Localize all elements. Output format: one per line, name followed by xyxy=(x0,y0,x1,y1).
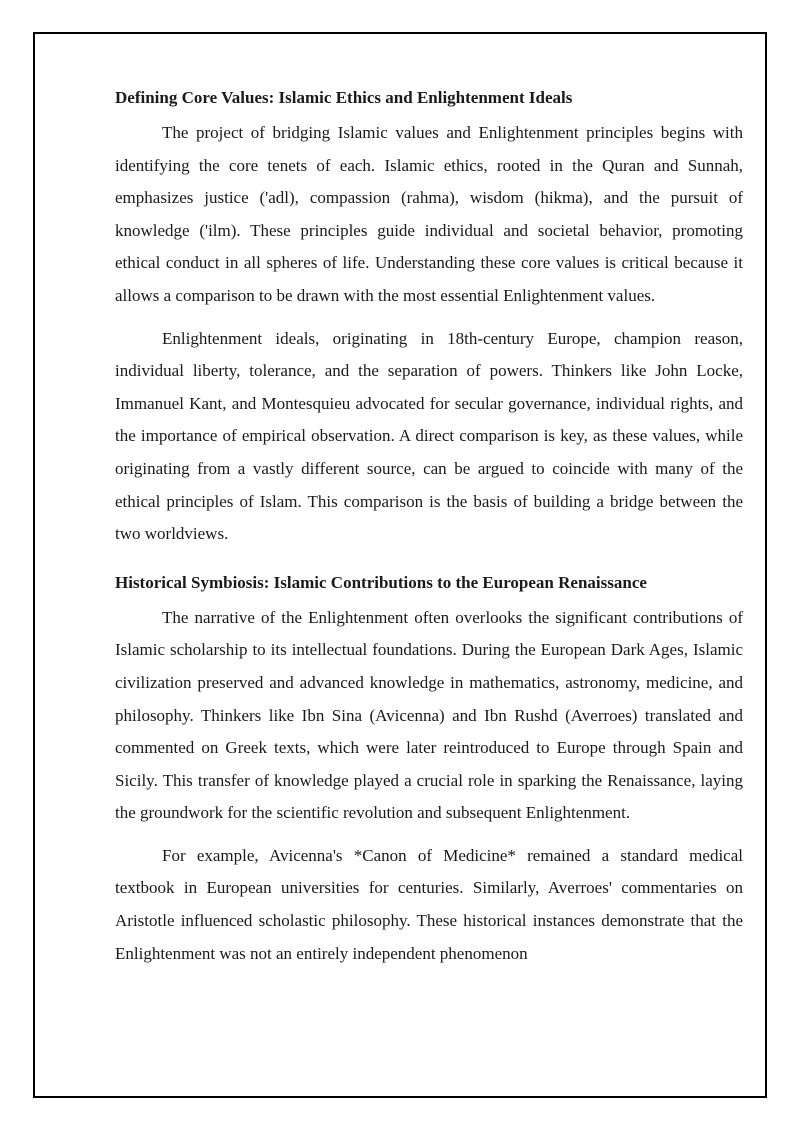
paragraph-avicenna-example: For example, Avicenna's *Canon of Medicine* remained a standard medical textbook in European universities for centuries. Similarly, Averroes' commentaries on Aristotle influenced scholastic philosophy. These historical instances demonstrate that the Enlightenment was not an entirely independent phenomenon xyxy=(115,845,743,963)
paragraph-islamic-ethics: The project of bridging Islamic values and Enlightenment principles begins with identifying the core tenets of each. Islamic ethics, rooted in the Quran and Sunnah, emphasizes justice ('adl), compassion (rahma), wisdom (hikma), and the pursuit of knowledge ('ilm). These principles guide individual and societal behavior, promoting ethical conduct in all spheres of life. Understanding these core values is critical because it allows a comparison to be drawn with the most essential Enlightenment values. xyxy=(115,123,743,305)
document-body xyxy=(115,86,743,970)
section-heading-historical-symbiosis: Historical Symbiosis: Islamic Contributions to the European Renaissance xyxy=(115,572,647,592)
paragraph-islamic-contributions: The narrative of the Enlightenment often overlooks the significant contributions of Islamic scholarship to its intellectual foundations. During the European Dark Ages, Islamic civilization preserved and advanced knowledge in mathematics, astronomy, medicine, and philosophy. Thinkers like Ibn Sina (Avicenna) and Ibn Rushd (Averroes) translated and commented on Greek texts, which were later reintroduced to Europe through Spain and Sicily. This transfer of knowledge played a crucial role in sparking the Renaissance, laying the groundwork for the scientific revolution and subsequent Enlightenment. xyxy=(115,607,743,823)
paragraph-enlightenment-ideals: Enlightenment ideals, originating in 18th-century Europe, champion reason, individual liberty, tolerance, and the separation of powers. Thinkers like John Locke, Immanuel Kant, and Montesquieu advocated for secular governance, individual rights, and the importance of empirical observation. A direct comparison is key, as these values, while originating from a vastly different source, can be argued to coincide with many of the ethical principles of Islam. This comparison is the basis of building a bridge between the two worldviews. xyxy=(115,328,743,544)
section-heading-core-values: Defining Core Values: Islamic Ethics and Enlightenment Ideals xyxy=(115,88,573,107)
